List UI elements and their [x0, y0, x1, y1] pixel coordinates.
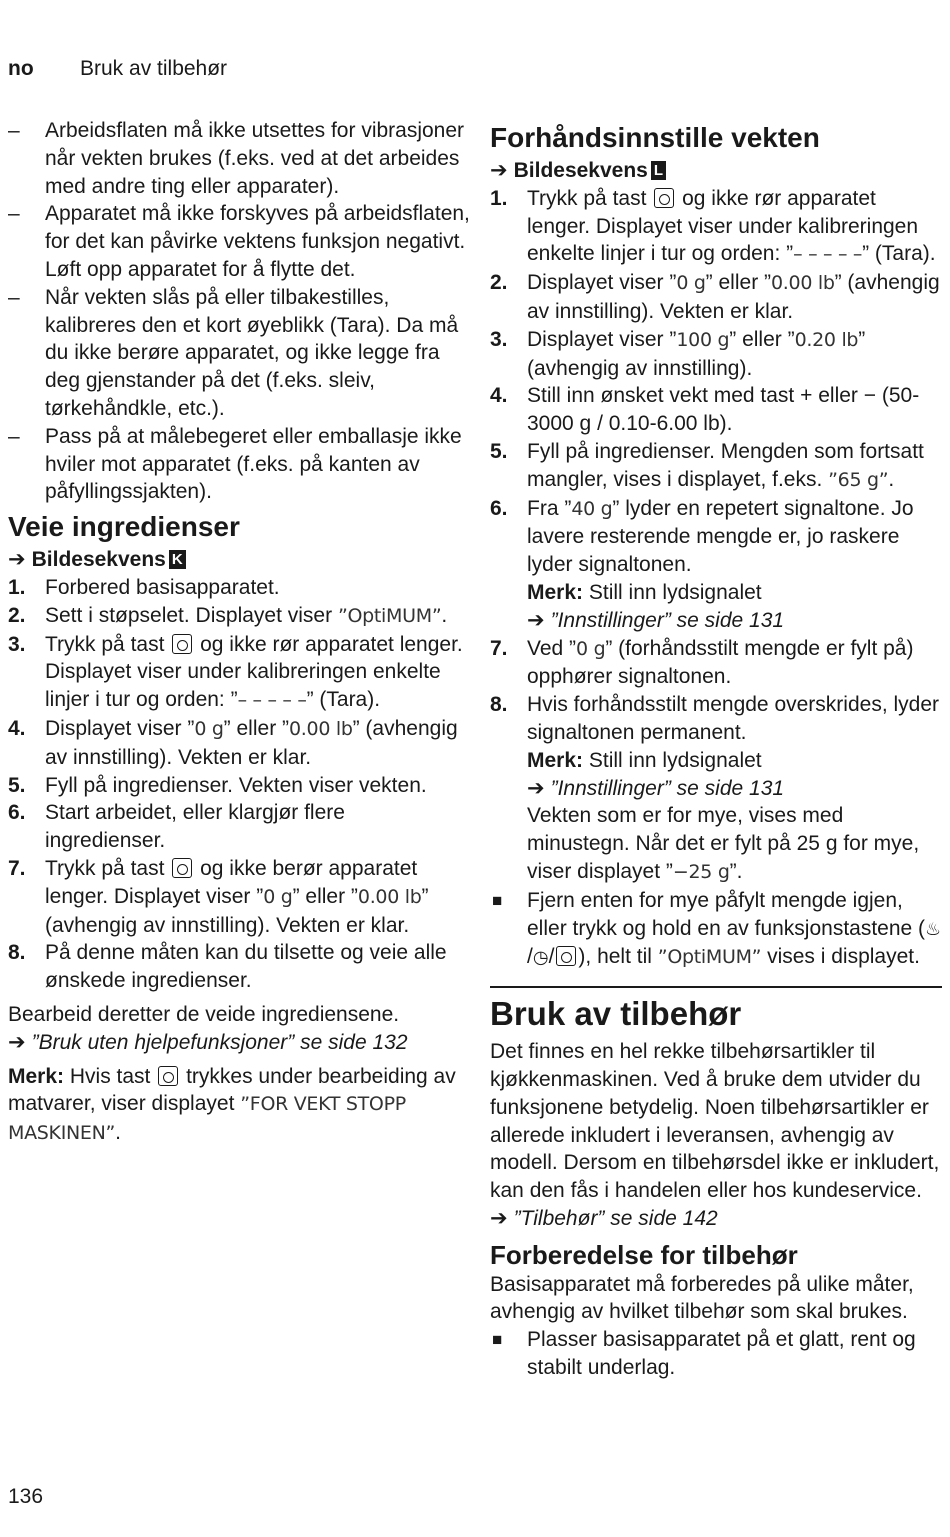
- step-item: 1. Trykk på tast og ikke rør apparatet lenger. Displayet viser under kalibreringen enkelte linjer i tur og orden: ”– – – – –” (Tara).: [490, 186, 936, 266]
- step-item: 5. Fyll på ingredienser. Mengden som fortsatt mangler, vises i displayet, f.eks. ”65 g”.: [490, 439, 924, 491]
- plus-icon: +: [800, 384, 813, 408]
- sequence-badge: K: [169, 550, 186, 569]
- arrow-icon: ➔: [8, 548, 26, 572]
- step-item: 4. Still inn ønsket vekt med tast + eller − (50-3000 g / 0.10-6.00 lb).: [490, 384, 920, 436]
- preset-steps: [490, 185, 942, 887]
- bullet-list: [490, 887, 942, 972]
- step-item: 2. Displayet viser ”0 g” eller ”0.00 lb” (avhengig av innstilling). Vekten er klar.: [490, 271, 940, 323]
- step-item: 2. Sett i støpselet. Displayet viser ”OptiMUM”.: [8, 603, 448, 627]
- main-title: Bruk av tilbehør: [490, 995, 742, 1033]
- step-item: 3. Displayet viser ”100 g” eller ”0.20 lb” (avhengig av innstilling).: [490, 327, 866, 380]
- language-code: no: [8, 57, 34, 80]
- step-item: 7. Trykk på tast og ikke berør apparatet lenger. Displayet viser ”0 g” eller ”0.00 lb” (avhengig av innstilling). Vekten er klar.: [8, 856, 429, 937]
- page-header: [8, 55, 227, 83]
- step-item: 4. Displayet viser ”0 g” eller ”0.00 lb” (avhengig av innstilling). Vekten er klar.: [8, 716, 458, 769]
- cross-reference[interactable]: ➔ ”Tilbehør” se side 142: [490, 1207, 718, 1230]
- weigh-steps: [8, 574, 470, 995]
- list-item: ■ Plasser basisapparatet på et glatt, rent og stabilt underlag.: [492, 1328, 916, 1380]
- note: Merk: Hvis tast trykkes under bearbeiding av matvarer, viser displayet ”FOR VEKT STOPP MASKINEN”.: [8, 1064, 456, 1145]
- intro-text: Det finnes en hel rekke tilbehørsartikler til kjøkkenmaskinen. Ved å bruke dem utvider du funksjonene betydelig. Noen tilbehørsartikler er allerede inkludert i leveransen, avhengig av modell. Dersom en tilbehørsdel ikke er inkludert, kan den fås i handelen eller hos kundeservice. ➔ ”Tilbehør” se side 142: [490, 1038, 942, 1233]
- sequence-ref: ➔ Bildesekvens L: [490, 157, 942, 185]
- scale-key-icon: [654, 188, 674, 208]
- list-item: – Arbeidsflaten må ikke utsettes for vibrasjoner når vekten brukes (f.eks. ved at det arbeides med andre ting eller apparater).: [8, 119, 465, 198]
- arrow-icon: ➔: [527, 608, 545, 632]
- arrow-icon: ➔: [490, 159, 508, 182]
- step-item: 3. Trykk på tast og ikke rør apparatet lenger. Displayet viser under kalibreringen enkelte linjer i tur og orden: ”– – – – –” (Tara).: [8, 632, 463, 712]
- step-item: 1. Forbered basisapparatet.: [8, 575, 280, 599]
- arrow-icon: ➔: [527, 776, 545, 800]
- subsection-title: Forberedelse for tilbehør: [490, 1239, 798, 1270]
- step-item: 5. Fyll på ingredienser. Vekten viser vekten.: [8, 773, 427, 797]
- arrow-icon: ➔: [8, 1030, 26, 1054]
- left-column: [8, 117, 470, 1148]
- sequence-badge: L: [651, 161, 666, 180]
- precaution-list: [8, 117, 470, 506]
- section-title-weigh: Veie ingredienser: [8, 511, 240, 543]
- display-text: ”OptiMUM”: [337, 604, 442, 627]
- header-title: Bruk av tilbehør: [80, 57, 228, 80]
- cross-reference[interactable]: ➔ ”Innstillinger” se side 131: [527, 777, 784, 800]
- scale-key-icon: [172, 634, 192, 654]
- list-item: – Pass på at målebegeret eller emballasje ikke hviler mot apparatet (f.eks. på kanten av påfyllingssjakten).: [8, 424, 462, 504]
- arrow-icon: ➔: [490, 1206, 508, 1230]
- section-divider: [490, 986, 942, 988]
- step-item: 8. Hvis forhåndsstilt mengde overskrides, lyder signaltonen permanent. Merk: Still inn lydsignalet ➔ ”Innstillinger” se side 131 Vekten som er for mye, vises med minustegn. Når det er fylt på 25 g for mye, viser displayet ”−25 g”.: [490, 693, 940, 883]
- bullet-icon: ■: [492, 1330, 503, 1350]
- list-item: – Apparatet må ikke forskyves på arbeidsflaten, for det kan påvirke vektens funksjon negativt. Løft opp apparatet for å flytte det.: [8, 202, 470, 281]
- scale-key-icon: [556, 946, 576, 966]
- bullet-list: [490, 1326, 942, 1382]
- blender-key-icon: ♨: [925, 918, 942, 939]
- scale-key-icon: [172, 858, 192, 878]
- step-item: 6. Start arbeidet, eller klargjør flere ingredienser.: [8, 801, 345, 853]
- step-item: 7. Ved ”0 g” (forhåndsstilt mengde er fylt på) opphører signaltonen.: [490, 636, 914, 689]
- cross-reference[interactable]: ➔ ”Bruk uten hjelpefunksjoner” se side 132: [8, 1029, 470, 1057]
- bullet-icon: ■: [492, 890, 503, 910]
- step-item: 6. Fra ”40 g” lyder en repetert signaltone. Jo lavere resterende mengde er, jo raskere lyder signaltonen. Merk: Still inn lydsignalet ➔ ”Innstillinger” se side 131: [490, 495, 942, 635]
- scale-key-icon: [158, 1066, 178, 1086]
- sequence-ref: ➔ Bildesekvens K: [8, 546, 470, 574]
- page-number: 136: [8, 1485, 44, 1508]
- minus-icon: −: [863, 384, 877, 408]
- step-item: 8. På denne måten kan du tilsette og veie alle ønskede ingredienser.: [8, 941, 447, 993]
- section-title-preset: Forhåndsinnstille vekten: [490, 122, 820, 153]
- list-item: – Når vekten slås på eller tilbakestilles, kalibreres den et kort øyeblikk (Tara). Da må du ikke berøre apparatet, og ikke legge fra deg gjenstander på det (f.eks. sleiv, tørkehåndkle, etc.).: [8, 285, 459, 420]
- timer-key-icon: ◷: [532, 947, 549, 968]
- subsection-text: Basisapparatet må forberedes på ulike måter, avhengig av hvilket tilbehør som skal brukes.: [490, 1272, 914, 1324]
- after-text: Bearbeid deretter de veide ingrediensene.: [8, 1002, 400, 1026]
- cross-reference[interactable]: ➔ ”Innstillinger” se side 131: [527, 609, 784, 632]
- list-item: ■ Fjern enten for mye påfylt mengde igjen, eller trykk og hold en av funksjonstastene (♨/◷/ ), helt til ”OptiMUM” vises i displayet.: [490, 887, 942, 972]
- right-column: [490, 117, 942, 1382]
